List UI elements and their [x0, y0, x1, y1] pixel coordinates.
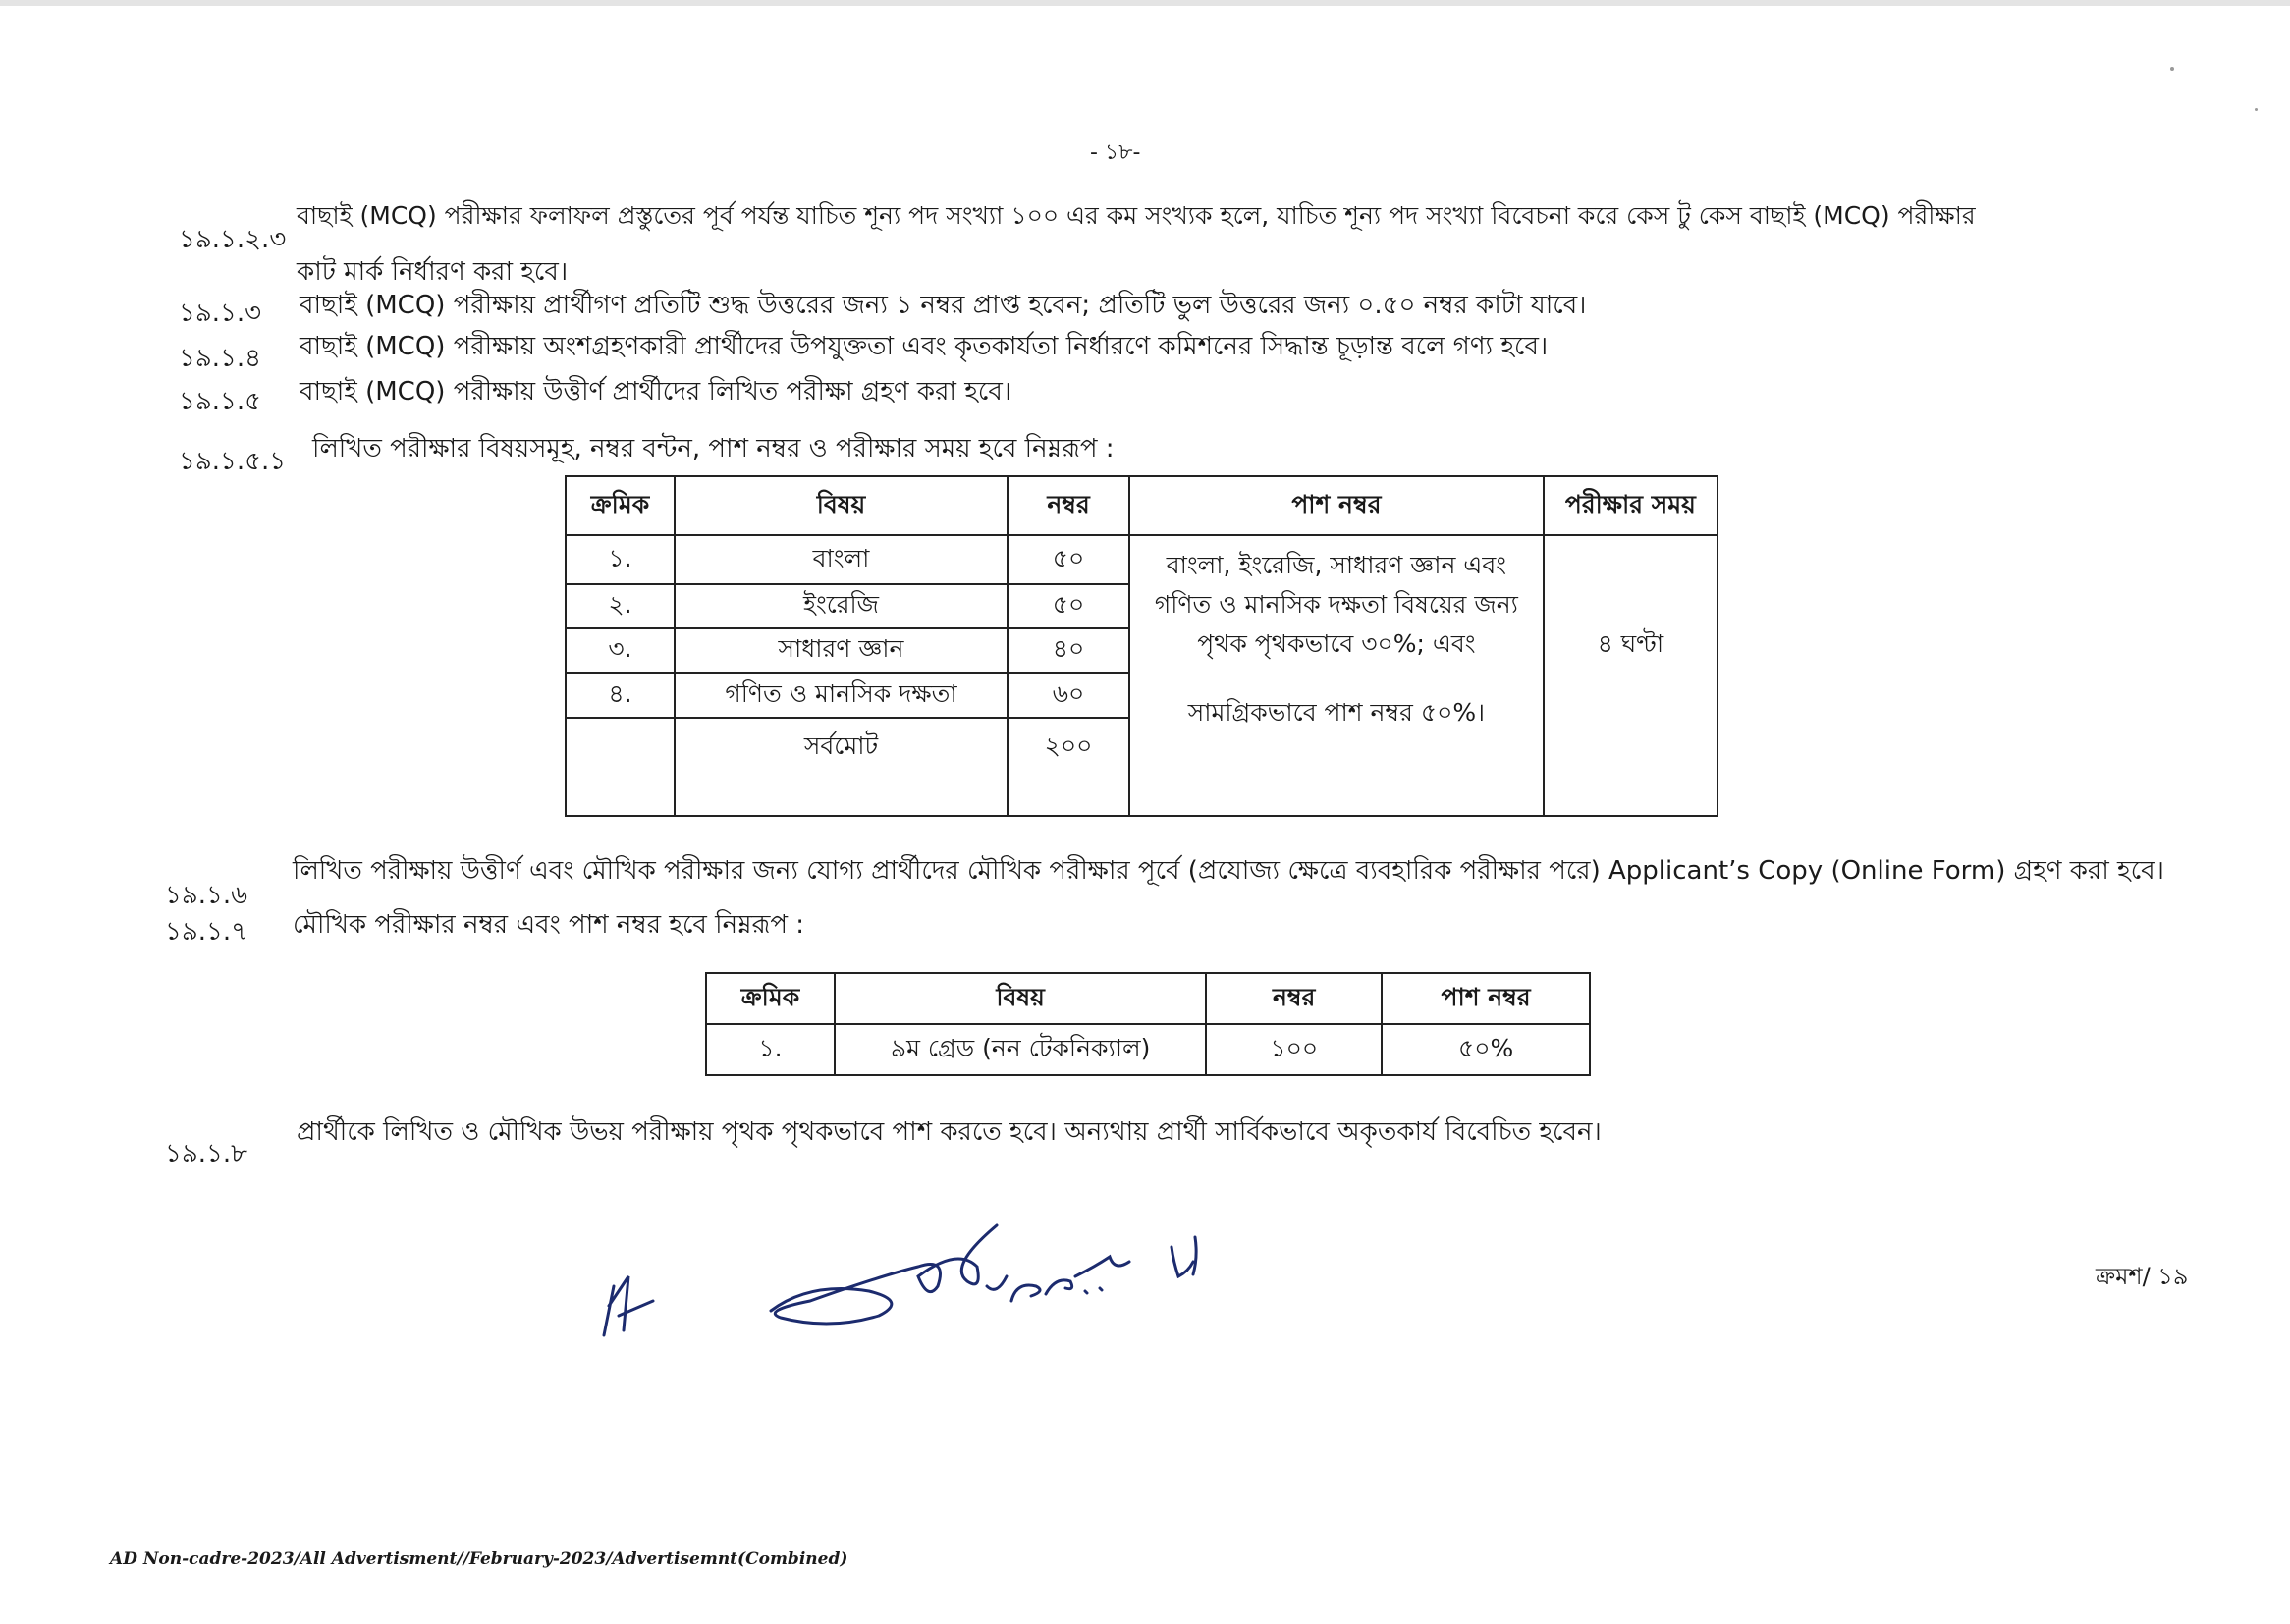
- paragraph-text: প্রার্থীকে লিখিত ও মৌখিক উভয় পরীক্ষায় পৃথক পৃথকভাবে পাশ করতে হবে। অন্যথায় প্রার্থী সার্বিকভাবে অকৃতকার্য বিবেচিত হবেন।: [297, 1117, 1602, 1147]
- signature-4: [1172, 1237, 1196, 1276]
- scan-speck: [2255, 108, 2258, 111]
- table-header-row: [706, 973, 1590, 1024]
- paragraph-number: ১৯.১.৫.১: [179, 447, 287, 476]
- header-marks: নম্বর: [1008, 476, 1129, 535]
- paragraph-text: বাছাই (MCQ) পরীক্ষায় প্রার্থীগণ প্রতিটি শুদ্ধ উত্তরের জন্য ১ নম্বর প্রাপ্ত হবেন; প্রতিটি ভুল উত্তরের জন্য ০.৫০ নম্বর কাটা যাবে।: [300, 291, 1587, 320]
- header-subject: বিষয়: [835, 973, 1206, 1024]
- paragraph-number: ১৯.১.৬: [165, 881, 248, 910]
- header-subject: বিষয়: [675, 476, 1008, 535]
- paragraph-text: বাছাই (MCQ) পরীক্ষায় অংশগ্রহণকারী প্রার্থীদের উপযুক্ততা এবং কৃতকার্যতা নির্ধারণে কমিশনের সিদ্ধান্ত চূড়ান্ত বলে গণ্য হবে।: [300, 332, 1549, 361]
- table-row: [566, 535, 1718, 584]
- signatures: [584, 1208, 1223, 1355]
- paragraph-text: লিখিত পরীক্ষায় উত্তীর্ণ এবং মৌখিক পরীক্ষার জন্য যোগ্য প্রার্থীদের মৌখিক পরীক্ষার পূর্বে (প্রযোজ্য ক্ষেত্রে ব্যবহারিক পরীক্ষার পরে) Applicant’s Copy (Online Form) গ্রহণ করা হবে।: [293, 856, 2164, 886]
- total-serial-empty: [566, 718, 675, 816]
- row-serial: ৪.: [566, 673, 675, 718]
- pass-line: সামগ্রিকভাবে পাশ নম্বর ৫০%।: [1187, 698, 1486, 727]
- header-pass-marks: পাশ নম্বর: [1129, 476, 1544, 535]
- header-serial: ক্রমিক: [706, 973, 835, 1024]
- exam-time-cell: ৪ ঘণ্টা: [1544, 535, 1718, 816]
- row-serial: ১.: [566, 535, 675, 584]
- header-serial: ক্রমিক: [566, 476, 675, 535]
- written-exam-table: [565, 475, 1718, 817]
- header-pass-marks: পাশ নম্বর: [1382, 973, 1590, 1024]
- paragraph-text: মৌখিক পরীক্ষার নম্বর এবং পাশ নম্বর হবে নিম্নরূপ :: [293, 910, 805, 940]
- signature-2: [771, 1225, 1007, 1324]
- row-pass-marks: ৫০%: [1382, 1024, 1590, 1075]
- row-subject: ৯ম গ্রেড (নন টেকনিক্যাল): [835, 1024, 1206, 1075]
- row-marks: ৪০: [1008, 628, 1129, 673]
- pass-line: বাংলা, ইংরেজি, সাধারণ জ্ঞান এবং: [1166, 551, 1507, 579]
- pass-marks-cell: [1129, 535, 1544, 816]
- scan-top-edge: [0, 0, 2290, 6]
- paragraph-number: ১৯.১.২.৩: [179, 225, 287, 254]
- total-label: সর্বমোট: [675, 718, 1008, 816]
- row-marks: ১০০: [1206, 1024, 1382, 1075]
- pass-line: গণিত ও মানসিক দক্ষতা বিষয়ের জন্য: [1154, 590, 1518, 619]
- scan-speck: [2170, 67, 2174, 71]
- row-serial: ২.: [566, 584, 675, 628]
- paragraph-number: ১৯.১.৭: [165, 917, 248, 947]
- row-subject: ইংরেজি: [675, 584, 1008, 628]
- total-marks: ২০০: [1008, 718, 1129, 816]
- row-marks: ৫০: [1008, 584, 1129, 628]
- row-subject: গণিত ও মানসিক দক্ষতা: [675, 673, 1008, 718]
- row-marks: ৬০: [1008, 673, 1129, 718]
- paragraph-text: লিখিত পরীক্ষার বিষয়সমূহ, নম্বর বন্টন, পাশ নম্বর ও পরীক্ষার সময় হবে নিম্নরূপ :: [312, 434, 1115, 463]
- paragraph-number: ১৯.১.৩: [179, 298, 262, 328]
- row-marks: ৫০: [1008, 535, 1129, 584]
- paragraph-number: ১৯.১.৮: [165, 1139, 248, 1168]
- continued-label: ক্রমশ/ ১৯: [2096, 1263, 2189, 1290]
- row-subject: বাংলা: [675, 535, 1008, 584]
- viva-exam-table: [705, 972, 1591, 1076]
- header-exam-time: পরীক্ষার সময়: [1544, 476, 1718, 535]
- paragraph-number: ১৯.১.৫: [179, 387, 262, 416]
- row-serial: ১.: [706, 1024, 835, 1075]
- pass-line: পৃথক পৃথকভাবে ৩০%; এবং: [1197, 629, 1476, 658]
- signature-3: [1011, 1257, 1129, 1301]
- table-header-row: [566, 476, 1718, 535]
- header-marks: নম্বর: [1206, 973, 1382, 1024]
- signature-1: [604, 1276, 653, 1335]
- table-row: [706, 1024, 1590, 1075]
- paragraph-number: ১৯.১.৪: [179, 344, 262, 373]
- row-serial: ৩.: [566, 628, 675, 673]
- footer-path: AD Non-cadre-2023/All Advertisment//February-2023/Advertisemnt(Combined): [110, 1549, 848, 1569]
- paragraph-text: বাছাই (MCQ) পরীক্ষায় উত্তীর্ণ প্রার্থীদের লিখিত পরীক্ষা গ্রহণ করা হবে।: [300, 377, 1012, 406]
- row-subject: সাধারণ জ্ঞান: [675, 628, 1008, 673]
- page-number: - ১৮-: [1090, 140, 1141, 165]
- paragraph-text: বাছাই (MCQ) পরীক্ষার ফলাফল প্রস্তুতের পূর্ব পর্যন্ত যাচিত শূন্য পদ সংখ্যা ১০০ এর কম সংখ্যক হলে, যাচিত শূন্য পদ সংখ্যা বিবেচনা করে কেস টু কেস বাছাই (MCQ) পরীক্ষার: [297, 201, 1976, 230]
- paragraph-text-continued: কাট মার্ক নির্ধারণ করা হবে।: [297, 257, 569, 287]
